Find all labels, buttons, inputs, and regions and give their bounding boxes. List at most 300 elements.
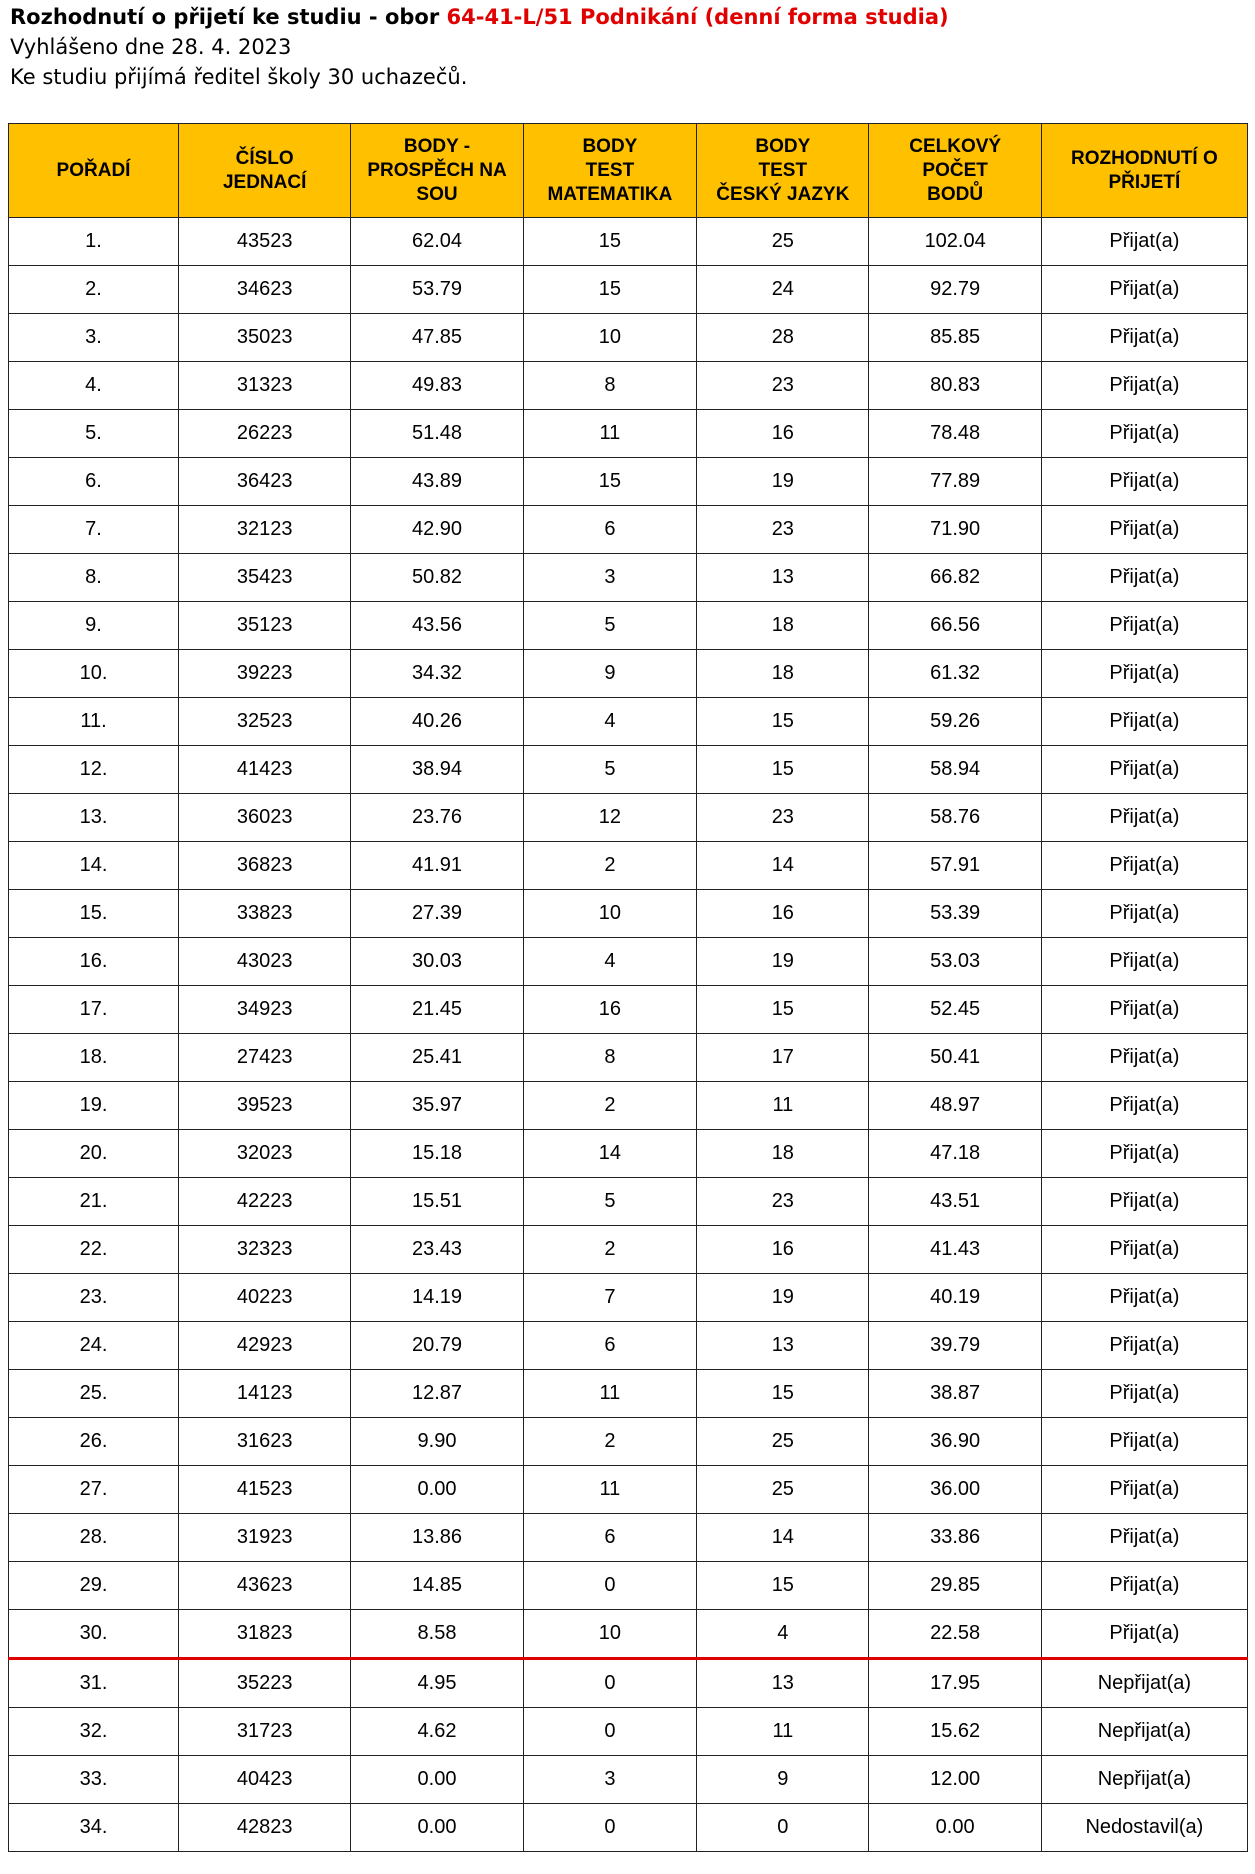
table-cell: 3	[523, 554, 697, 602]
column-header-line: BODŮ	[927, 183, 984, 205]
table-cell: 25.	[9, 1370, 179, 1418]
table-cell: Přijat(a)	[1041, 506, 1247, 554]
table-cell: Přijat(a)	[1041, 650, 1247, 698]
column-header-line: BODY -	[403, 135, 471, 157]
table-cell: 85.85	[869, 314, 1041, 362]
table-cell: 51.48	[351, 410, 523, 458]
table-cell: 61.32	[869, 650, 1041, 698]
table-cell: 0	[523, 1804, 697, 1852]
table-cell: Přijat(a)	[1041, 1034, 1247, 1082]
table-cell: 23.	[9, 1274, 179, 1322]
table-cell: 24.	[9, 1322, 179, 1370]
table-cell: 47.18	[869, 1130, 1041, 1178]
table-cell: 0	[523, 1562, 697, 1610]
table-cell: 32123	[179, 506, 351, 554]
table-cell: 53.79	[351, 266, 523, 314]
table-cell: 40423	[179, 1756, 351, 1804]
table-cell: 15	[697, 1370, 869, 1418]
table-cell: Přijat(a)	[1041, 746, 1247, 794]
table-row	[9, 1178, 1248, 1226]
table-row	[9, 1370, 1248, 1418]
table-cell: 11	[697, 1708, 869, 1756]
column-header-line: MATEMATIKA	[547, 183, 673, 205]
table-cell: 12.87	[351, 1370, 523, 1418]
table-cell: 12.00	[869, 1756, 1041, 1804]
table-cell: 40.19	[869, 1274, 1041, 1322]
results-table	[8, 123, 1248, 1852]
table-row	[9, 1610, 1248, 1659]
table-cell: Nedostavil(a)	[1041, 1804, 1247, 1852]
table-cell: 4	[523, 938, 697, 986]
column-header-line: PROSPĚCH NA	[367, 159, 507, 181]
table-cell: 42923	[179, 1322, 351, 1370]
table-cell: 27.39	[351, 890, 523, 938]
table-cell: 59.26	[869, 698, 1041, 746]
table-cell: 33823	[179, 890, 351, 938]
table-cell: 0.00	[351, 1756, 523, 1804]
table-cell: 13	[697, 554, 869, 602]
table-cell: 4	[523, 698, 697, 746]
table-cell: 58.76	[869, 794, 1041, 842]
table-cell: 35023	[179, 314, 351, 362]
table-cell: 15.51	[351, 1178, 523, 1226]
table-cell: 8	[523, 1034, 697, 1082]
table-cell: 13.	[9, 794, 179, 842]
table-cell: 23	[697, 1178, 869, 1226]
table-cell: 35223	[179, 1659, 351, 1708]
table-cell: 27.	[9, 1466, 179, 1514]
table-cell: 2	[523, 842, 697, 890]
table-cell: Nepřijat(a)	[1041, 1756, 1247, 1804]
table-cell: 15.	[9, 890, 179, 938]
table-cell: Přijat(a)	[1041, 218, 1247, 266]
table-cell: 20.79	[351, 1322, 523, 1370]
announcement-date: Vyhlášeno dne 28. 4. 2023	[10, 35, 292, 59]
table-cell: 25.41	[351, 1034, 523, 1082]
table-cell: 0.00	[869, 1804, 1041, 1852]
table-cell: 35123	[179, 602, 351, 650]
table-row	[9, 842, 1248, 890]
column-header-line: JEDNACÍ	[222, 171, 307, 193]
table-cell: 13.86	[351, 1514, 523, 1562]
table-cell: 31823	[179, 1610, 351, 1659]
table-cell: 25	[697, 1418, 869, 1466]
table-cell: Přijat(a)	[1041, 698, 1247, 746]
table-cell: 14	[523, 1130, 697, 1178]
table-cell: 15	[523, 458, 697, 506]
table-row	[9, 314, 1248, 362]
table-cell: 36023	[179, 794, 351, 842]
column-header	[351, 124, 523, 218]
table-cell: 15	[697, 1562, 869, 1610]
table-cell: 19.	[9, 1082, 179, 1130]
table-cell: 28	[697, 314, 869, 362]
document-header	[10, 2, 949, 92]
table-cell: 16	[523, 986, 697, 1034]
table-cell: Přijat(a)	[1041, 1178, 1247, 1226]
table-cell: 27423	[179, 1034, 351, 1082]
table-cell: Přijat(a)	[1041, 1130, 1247, 1178]
table-cell: 35.97	[351, 1082, 523, 1130]
title-prefix: Rozhodnutí o přijetí ke studiu - obor	[10, 5, 440, 29]
table-cell: 28.	[9, 1514, 179, 1562]
column-header-line: ROZHODNUTÍ O	[1071, 147, 1218, 169]
table-cell: 32323	[179, 1226, 351, 1274]
table-cell: 18	[697, 1130, 869, 1178]
table-cell: 30.	[9, 1610, 179, 1659]
table-row	[9, 1082, 1248, 1130]
table-cell: 9	[697, 1756, 869, 1804]
table-cell: 15	[523, 218, 697, 266]
table-cell: Přijat(a)	[1041, 1514, 1247, 1562]
table-cell: 15.18	[351, 1130, 523, 1178]
table-cell: 33.86	[869, 1514, 1041, 1562]
table-cell: Přijat(a)	[1041, 1466, 1247, 1514]
table-cell: Přijat(a)	[1041, 938, 1247, 986]
table-cell: Přijat(a)	[1041, 458, 1247, 506]
table-cell: 11.	[9, 698, 179, 746]
table-cell: 39523	[179, 1082, 351, 1130]
table-row	[9, 266, 1248, 314]
table-cell: 8	[523, 362, 697, 410]
table-cell: 39.79	[869, 1322, 1041, 1370]
table-cell: 30.03	[351, 938, 523, 986]
table-cell: 34623	[179, 266, 351, 314]
column-header	[9, 124, 179, 218]
table-cell: 31623	[179, 1418, 351, 1466]
table-cell: 14	[697, 1514, 869, 1562]
table-cell: 53.03	[869, 938, 1041, 986]
table-cell: 2	[523, 1082, 697, 1130]
table-row	[9, 1226, 1248, 1274]
column-header-line: SOU	[416, 183, 458, 205]
table-cell: 39223	[179, 650, 351, 698]
table-row	[9, 746, 1248, 794]
table-cell: 0	[697, 1804, 869, 1852]
table-cell: 50.82	[351, 554, 523, 602]
table-cell: 16	[697, 890, 869, 938]
table-cell: 0.00	[351, 1804, 523, 1852]
table-row	[9, 1034, 1248, 1082]
table-cell: 48.97	[869, 1082, 1041, 1130]
table-row	[9, 1466, 1248, 1514]
table-row	[9, 218, 1248, 266]
table-cell: 3	[523, 1756, 697, 1804]
table-cell: 5.	[9, 410, 179, 458]
column-header-line: POČET	[922, 159, 988, 181]
column-header	[1041, 124, 1247, 218]
table-cell: 32023	[179, 1130, 351, 1178]
capacity-note: Ke studiu přijímá ředitel školy 30 uchazečů.	[10, 65, 468, 89]
table-cell: 31723	[179, 1708, 351, 1756]
table-cell: 14.19	[351, 1274, 523, 1322]
column-header-line: ČÍSLO	[235, 147, 294, 169]
table-cell: 16	[697, 1226, 869, 1274]
table-cell: 15	[523, 266, 697, 314]
table-cell: 25	[697, 1466, 869, 1514]
table-cell: Přijat(a)	[1041, 1562, 1247, 1610]
table-row	[9, 1659, 1248, 1708]
table-cell: Nepřijat(a)	[1041, 1659, 1247, 1708]
table-cell: 43.89	[351, 458, 523, 506]
table-row	[9, 1804, 1248, 1852]
table-cell: 15	[697, 986, 869, 1034]
table-row	[9, 1756, 1248, 1804]
table-cell: 13	[697, 1322, 869, 1370]
table-cell: 71.90	[869, 506, 1041, 554]
table-cell: 18	[697, 602, 869, 650]
table-cell: 43623	[179, 1562, 351, 1610]
table-cell: Přijat(a)	[1041, 1274, 1247, 1322]
table-cell: 32.	[9, 1708, 179, 1756]
table-cell: 26223	[179, 410, 351, 458]
table-cell: 43.56	[351, 602, 523, 650]
table-cell: 78.48	[869, 410, 1041, 458]
column-header	[697, 124, 869, 218]
table-cell: 6	[523, 1514, 697, 1562]
table-cell: 10	[523, 1610, 697, 1659]
table-cell: 9	[523, 650, 697, 698]
table-cell: Přijat(a)	[1041, 890, 1247, 938]
table-cell: 23.43	[351, 1226, 523, 1274]
table-cell: 41523	[179, 1466, 351, 1514]
document-title	[10, 2, 949, 32]
table-cell: 16	[697, 410, 869, 458]
column-header-line: BODY	[582, 135, 638, 157]
table-cell: 36423	[179, 458, 351, 506]
table-row	[9, 1562, 1248, 1610]
table-cell: 24	[697, 266, 869, 314]
table-cell: 50.41	[869, 1034, 1041, 1082]
table-row	[9, 1418, 1248, 1466]
column-header-line: POŘADÍ	[56, 159, 131, 181]
table-cell: Přijat(a)	[1041, 266, 1247, 314]
table-cell: 53.39	[869, 890, 1041, 938]
table-cell: 62.04	[351, 218, 523, 266]
table-header-row	[9, 124, 1248, 218]
table-cell: 9.	[9, 602, 179, 650]
table-cell: 17.	[9, 986, 179, 1034]
table-cell: 0	[523, 1659, 697, 1708]
table-cell: Přijat(a)	[1041, 1226, 1247, 1274]
table-cell: Přijat(a)	[1041, 986, 1247, 1034]
table-cell: Přijat(a)	[1041, 362, 1247, 410]
table-cell: Přijat(a)	[1041, 314, 1247, 362]
table-cell: 14.85	[351, 1562, 523, 1610]
column-header-line: BODY	[755, 135, 811, 157]
table-cell: 41.43	[869, 1226, 1041, 1274]
table-cell: 31323	[179, 362, 351, 410]
table-cell: 33.	[9, 1756, 179, 1804]
table-cell: Přijat(a)	[1041, 794, 1247, 842]
table-cell: 2	[523, 1418, 697, 1466]
table-cell: 42223	[179, 1178, 351, 1226]
table-row	[9, 410, 1248, 458]
column-header-line: TEST	[758, 159, 808, 181]
table-cell: 36823	[179, 842, 351, 890]
table-cell: 14123	[179, 1370, 351, 1418]
table-cell: 34923	[179, 986, 351, 1034]
table-cell: 17	[697, 1034, 869, 1082]
table-cell: 36.90	[869, 1418, 1041, 1466]
table-cell: 1.	[9, 218, 179, 266]
column-header	[869, 124, 1041, 218]
table-cell: 36.00	[869, 1466, 1041, 1514]
table-cell: 4.95	[351, 1659, 523, 1708]
table-cell: Přijat(a)	[1041, 1370, 1247, 1418]
table-cell: 22.	[9, 1226, 179, 1274]
table-cell: 18	[697, 650, 869, 698]
table-cell: 40.26	[351, 698, 523, 746]
table-row	[9, 1514, 1248, 1562]
table-cell: 38.94	[351, 746, 523, 794]
table-cell: 29.85	[869, 1562, 1041, 1610]
column-header	[523, 124, 697, 218]
table-cell: 14	[697, 842, 869, 890]
column-header-line: TEST	[585, 159, 635, 181]
table-cell: 21.45	[351, 986, 523, 1034]
table-cell: 13	[697, 1659, 869, 1708]
table-cell: 31923	[179, 1514, 351, 1562]
table-cell: 43023	[179, 938, 351, 986]
table-cell: 41423	[179, 746, 351, 794]
table-cell: Přijat(a)	[1041, 1322, 1247, 1370]
table-cell: 47.85	[351, 314, 523, 362]
table-cell: 6.	[9, 458, 179, 506]
table-cell: 23.76	[351, 794, 523, 842]
table-cell: 3.	[9, 314, 179, 362]
table-cell: 5	[523, 602, 697, 650]
table-cell: 10.	[9, 650, 179, 698]
table-cell: 31.	[9, 1659, 179, 1708]
table-cell: 4.62	[351, 1708, 523, 1756]
table-cell: 40223	[179, 1274, 351, 1322]
table-cell: 2.	[9, 266, 179, 314]
table-cell: 2	[523, 1226, 697, 1274]
table-cell: 52.45	[869, 986, 1041, 1034]
table-row	[9, 794, 1248, 842]
table-cell: 23	[697, 362, 869, 410]
table-cell: Přijat(a)	[1041, 1418, 1247, 1466]
column-header	[179, 124, 351, 218]
table-row	[9, 890, 1248, 938]
table-cell: 80.83	[869, 362, 1041, 410]
table-cell: 66.82	[869, 554, 1041, 602]
table-cell: 41.91	[351, 842, 523, 890]
table-cell: 5	[523, 1178, 697, 1226]
table-cell: 26.	[9, 1418, 179, 1466]
table-cell: 12	[523, 794, 697, 842]
table-cell: 32523	[179, 698, 351, 746]
table-row	[9, 506, 1248, 554]
table-row	[9, 602, 1248, 650]
table-cell: 6	[523, 506, 697, 554]
table-row	[9, 1274, 1248, 1322]
table-row	[9, 650, 1248, 698]
table-cell: 49.83	[351, 362, 523, 410]
table-cell: 77.89	[869, 458, 1041, 506]
table-cell: 16.	[9, 938, 179, 986]
table-cell: 10	[523, 890, 697, 938]
column-header-line: CELKOVÝ	[909, 135, 1002, 157]
table-cell: 23	[697, 506, 869, 554]
table-row	[9, 938, 1248, 986]
table-cell: 8.	[9, 554, 179, 602]
table-cell: 66.56	[869, 602, 1041, 650]
table-cell: 0	[523, 1708, 697, 1756]
table-cell: 7.	[9, 506, 179, 554]
table-cell: 7	[523, 1274, 697, 1322]
table-cell: 25	[697, 218, 869, 266]
table-cell: 19	[697, 938, 869, 986]
table-cell: 19	[697, 458, 869, 506]
column-header-line: PŘIJETÍ	[1108, 171, 1181, 193]
table-cell: 42.90	[351, 506, 523, 554]
table-cell: 17.95	[869, 1659, 1041, 1708]
table-cell: 8.58	[351, 1610, 523, 1659]
table-row	[9, 1708, 1248, 1756]
table-cell: 11	[697, 1082, 869, 1130]
table-cell: 12.	[9, 746, 179, 794]
table-cell: 34.32	[351, 650, 523, 698]
table-cell: 11	[523, 410, 697, 458]
column-header-line: ČESKÝ JAZYK	[716, 183, 850, 205]
table-cell: Přijat(a)	[1041, 602, 1247, 650]
table-cell: 35423	[179, 554, 351, 602]
table-cell: 14.	[9, 842, 179, 890]
table-cell: 15.62	[869, 1708, 1041, 1756]
table-row	[9, 362, 1248, 410]
table-row	[9, 1130, 1248, 1178]
table-cell: 4.	[9, 362, 179, 410]
table-cell: 29.	[9, 1562, 179, 1610]
table-cell: 15	[697, 698, 869, 746]
table-cell: 22.58	[869, 1610, 1041, 1659]
table-cell: 19	[697, 1274, 869, 1322]
table-cell: 23	[697, 794, 869, 842]
table-cell: 34.	[9, 1804, 179, 1852]
table-cell: 18.	[9, 1034, 179, 1082]
table-cell: Nepřijat(a)	[1041, 1708, 1247, 1756]
table-row	[9, 1322, 1248, 1370]
table-cell: 4	[697, 1610, 869, 1659]
table-cell: 20.	[9, 1130, 179, 1178]
table-cell: 43.51	[869, 1178, 1041, 1226]
table-cell: 57.91	[869, 842, 1041, 890]
table-cell: Přijat(a)	[1041, 1610, 1247, 1659]
table-cell: Přijat(a)	[1041, 554, 1247, 602]
table-row	[9, 458, 1248, 506]
table-body	[9, 218, 1248, 1852]
table-cell: 21.	[9, 1178, 179, 1226]
table-cell: 10	[523, 314, 697, 362]
table-cell: 92.79	[869, 266, 1041, 314]
table-cell: 102.04	[869, 218, 1041, 266]
table-cell: 58.94	[869, 746, 1041, 794]
table-cell: 9.90	[351, 1418, 523, 1466]
table-cell: 42823	[179, 1804, 351, 1852]
table-cell: 38.87	[869, 1370, 1041, 1418]
table-cell: 11	[523, 1466, 697, 1514]
table-cell: 6	[523, 1322, 697, 1370]
table-cell: 11	[523, 1370, 697, 1418]
table-cell: 43523	[179, 218, 351, 266]
table-cell: 15	[697, 746, 869, 794]
table-row	[9, 698, 1248, 746]
table-cell: Přijat(a)	[1041, 1082, 1247, 1130]
table-row	[9, 554, 1248, 602]
title-field-code: 64-41-L/51 Podnikání (denní forma studia)	[446, 5, 949, 29]
